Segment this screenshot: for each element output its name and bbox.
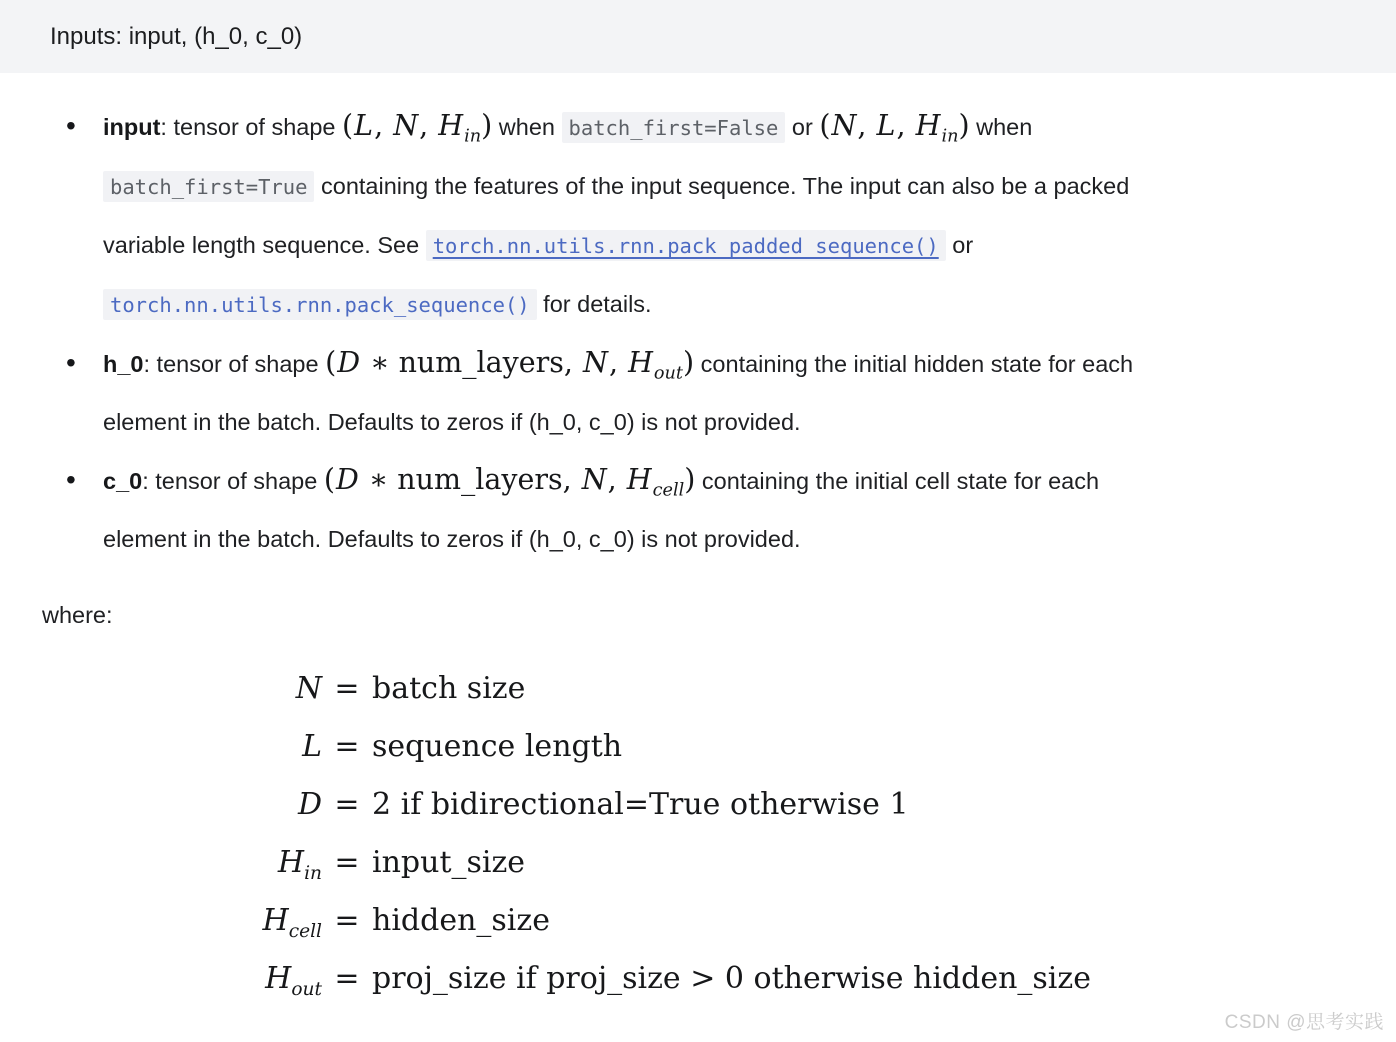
list-item-h_0 [103,334,1376,451]
inline-code: batch_first=True [103,171,314,202]
list-item-c_0 [103,451,1376,568]
equals-sign: = [334,961,360,996]
inline-math: (L, N, $H_{in}$) [342,109,493,147]
where-label: where: [42,602,113,628]
equals-sign: = [334,671,360,706]
code-link[interactable]: torch.nn.utils.rnn.pack_sequence() [103,289,537,320]
list-item-input [103,97,1376,334]
equation-row [250,903,1396,961]
equation-lhs: $H_{in}$ [277,845,322,884]
text-run: containing the initial cell state for each [695,468,1100,494]
equation-lhs: D [297,787,322,822]
equation-lhs: N [295,671,322,706]
text-run: containing the features of the input sequence. The input can also be a packed [314,173,1130,199]
watermark: CSDN @思考实践 [1224,1012,1384,1033]
math-definitions-block [250,671,1396,1019]
equation-rhs: sequence length [372,729,623,764]
inline-math: (N, L, $H_{in}$) [819,109,970,147]
inputs-section-header [0,0,1396,73]
bold-term: h_0 [103,351,144,377]
text-run: containing the initial hidden state for each [694,351,1134,377]
equals-sign: = [334,787,360,822]
text-run: when [969,114,1033,140]
bold-term: input [103,114,161,140]
inputs-header-title: Inputs: input, (h_0, c_0) [50,22,303,50]
equals-sign: = [334,729,360,764]
text-run: element in the batch. Defaults to zeros if (h_0, c_0) is not provided. [103,409,801,435]
equation-row [250,845,1396,903]
inline-math: (D ∗ num_layers, N, $H_{out}$) [325,346,695,384]
equation-rhs: proj_size if proj_size > 0 otherwise hidden_size [372,961,1091,996]
text-run: when [492,114,562,140]
text-run: element in the batch. Defaults to zeros if (h_0, c_0) is not provided. [103,526,801,552]
text-run: or [785,114,820,140]
equation-lhs: $H_{out}$ [265,961,322,1000]
equation-row [250,671,1396,729]
text-run: : tensor of shape [142,468,324,494]
text-run: : tensor of shape [143,351,326,377]
text-run: variable length sequence. See [103,232,426,258]
inline-code: batch_first=False [562,112,786,143]
equals-sign: = [334,903,360,938]
bold-term: c_0 [103,468,143,494]
equation-row [250,787,1396,845]
code-link[interactable]: torch.nn.utils.rnn.pack_padded_sequence() [426,230,946,261]
equals-sign: = [334,845,360,880]
inline-math: (D ∗ num_layers, N, $H_{cell}$) [323,463,696,501]
equation-row [250,729,1396,787]
equation-lhs: $H_{cell}$ [262,903,322,942]
equation-lhs: L [302,729,322,764]
text-run: for details. [536,291,652,317]
equation-rhs: 2 if bidirectional=True otherwise 1 [372,787,909,822]
inputs-bullet-list [0,97,1396,568]
equation-rhs: input_size [372,845,526,880]
equation-rhs: hidden_size [372,903,550,938]
text-run: : tensor of shape [160,114,343,140]
text-run: or [945,232,974,258]
equation-rhs: batch size [372,671,526,706]
